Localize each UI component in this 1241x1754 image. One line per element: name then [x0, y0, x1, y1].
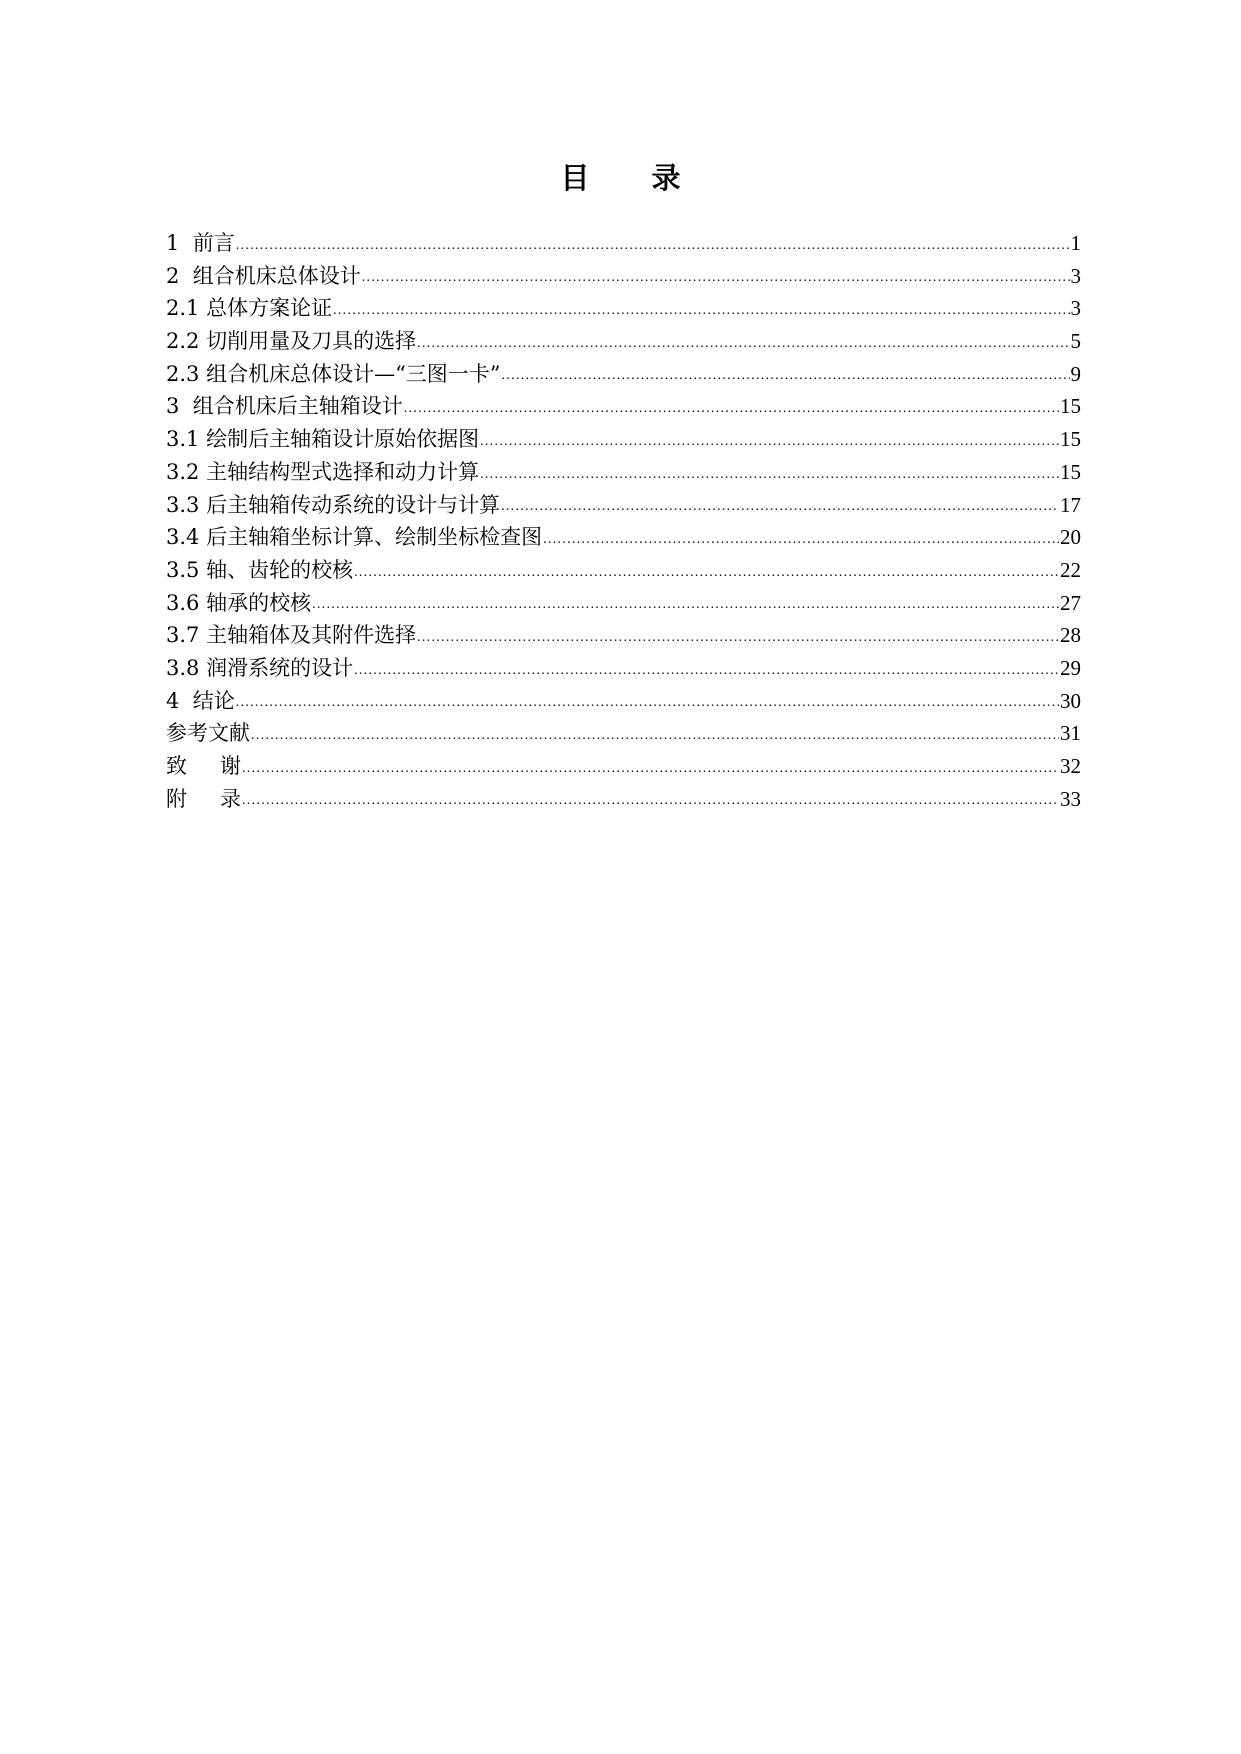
- toc-entry-label: 3.5 轴、齿轮的校核: [166, 557, 354, 582]
- toc-entry[interactable]: [166, 652, 1081, 685]
- toc-entry-label: 3.7 主轴箱体及其附件选择: [166, 623, 417, 648]
- toc-dot-leader: [417, 619, 1059, 652]
- toc-dot-leader: [543, 521, 1059, 554]
- toc-entry-page: 1: [1070, 231, 1081, 255]
- toc-entry[interactable]: [166, 227, 1081, 260]
- toc-entry[interactable]: [166, 685, 1081, 718]
- toc-entry[interactable]: [166, 554, 1081, 587]
- toc-entry-label: 参考文献: [166, 721, 250, 746]
- toc-entry-label: 4 结论: [166, 688, 235, 713]
- toc-entry[interactable]: [166, 619, 1081, 652]
- toc-entry-label: 3.3 后主轴箱传动系统的设计与计算: [166, 492, 501, 517]
- toc-entry-label: 2.1 总体方案论证: [166, 296, 333, 321]
- toc-entry-page: 29: [1060, 655, 1081, 680]
- toc-dot-leader: [236, 227, 1070, 260]
- toc-entry-label: 2.2 切削用量及刀具的选择: [166, 329, 417, 354]
- toc-entry-page: 3: [1070, 263, 1081, 288]
- table-of-contents: [166, 227, 1081, 815]
- toc-entry-page: 28: [1060, 623, 1081, 648]
- toc-dot-leader: [236, 685, 1059, 718]
- toc-dot-leader: [242, 783, 1059, 816]
- toc-entry-label: 3.1 绘制后主轴箱设计原始依据图: [166, 427, 480, 452]
- toc-entry-page: 20: [1060, 525, 1081, 550]
- page-title-left: 目: [560, 161, 590, 195]
- toc-entry-label: 3.4 后主轴箱坐标计算、绘制坐标检查图: [166, 525, 543, 550]
- toc-entry[interactable]: [166, 292, 1081, 325]
- toc-entry[interactable]: [166, 358, 1081, 391]
- toc-entry-page: 30: [1060, 688, 1081, 713]
- toc-entry[interactable]: [166, 260, 1081, 293]
- toc-dot-leader: [312, 587, 1059, 620]
- toc-entry-page: 17: [1060, 492, 1081, 517]
- toc-entry-page: 5: [1070, 329, 1081, 354]
- toc-dot-leader: [404, 390, 1059, 423]
- toc-entry-label-text: 致谢: [166, 754, 241, 778]
- toc-entry[interactable]: [166, 783, 1081, 816]
- toc-entry[interactable]: [166, 423, 1081, 456]
- toc-entry-label: 2.3 组合机床总体设计—“三图一卡”: [166, 361, 501, 386]
- toc-entry-page: 33: [1060, 786, 1081, 811]
- toc-entry-page: 31: [1060, 721, 1081, 746]
- toc-dot-leader: [242, 750, 1059, 783]
- toc-dot-leader: [354, 554, 1059, 587]
- toc-entry-label: 3 组合机床后主轴箱设计: [166, 394, 403, 419]
- toc-entry-label-text: 附录: [166, 786, 241, 811]
- toc-dot-leader: [501, 489, 1059, 522]
- toc-dot-leader: [354, 652, 1059, 685]
- toc-entry-page: 22: [1060, 557, 1081, 582]
- toc-entry[interactable]: [166, 489, 1081, 522]
- toc-dot-leader: [362, 260, 1070, 293]
- toc-entry[interactable]: [166, 390, 1081, 423]
- toc-entry-page: 3: [1070, 296, 1081, 321]
- toc-entry[interactable]: [166, 587, 1081, 620]
- toc-dot-leader: [333, 292, 1069, 325]
- toc-entry[interactable]: [166, 717, 1081, 750]
- toc-entry-label: 3.8 润滑系统的设计: [166, 655, 354, 680]
- toc-entry-page: 32: [1060, 754, 1081, 778]
- toc-entry[interactable]: [166, 325, 1081, 358]
- toc-dot-leader: [251, 717, 1059, 750]
- page-title: [0, 158, 1241, 198]
- toc-entry[interactable]: [166, 521, 1081, 554]
- toc-dot-leader: [480, 423, 1059, 456]
- toc-entry-label: [166, 750, 241, 783]
- toc-entry-page: 9: [1070, 361, 1081, 386]
- toc-dot-leader: [480, 456, 1059, 489]
- toc-entry-label: 3.6 轴承的校核: [166, 590, 312, 615]
- toc-entry-label: 1 前言: [166, 231, 235, 255]
- toc-entry-page: 15: [1060, 394, 1081, 419]
- toc-dot-leader: [502, 358, 1070, 391]
- toc-entry-label: 2 组合机床总体设计: [166, 263, 361, 288]
- toc-entry-label: [166, 783, 241, 816]
- toc-entry[interactable]: [166, 456, 1081, 489]
- toc-dot-leader: [417, 325, 1069, 358]
- toc-entry-page: 27: [1060, 590, 1081, 615]
- toc-entry-page: 15: [1060, 427, 1081, 452]
- toc-entry-page: 15: [1060, 459, 1081, 484]
- page-title-right: 录: [651, 161, 681, 195]
- toc-entry[interactable]: [166, 750, 1081, 783]
- toc-entry-label: 3.2 主轴结构型式选择和动力计算: [166, 459, 480, 484]
